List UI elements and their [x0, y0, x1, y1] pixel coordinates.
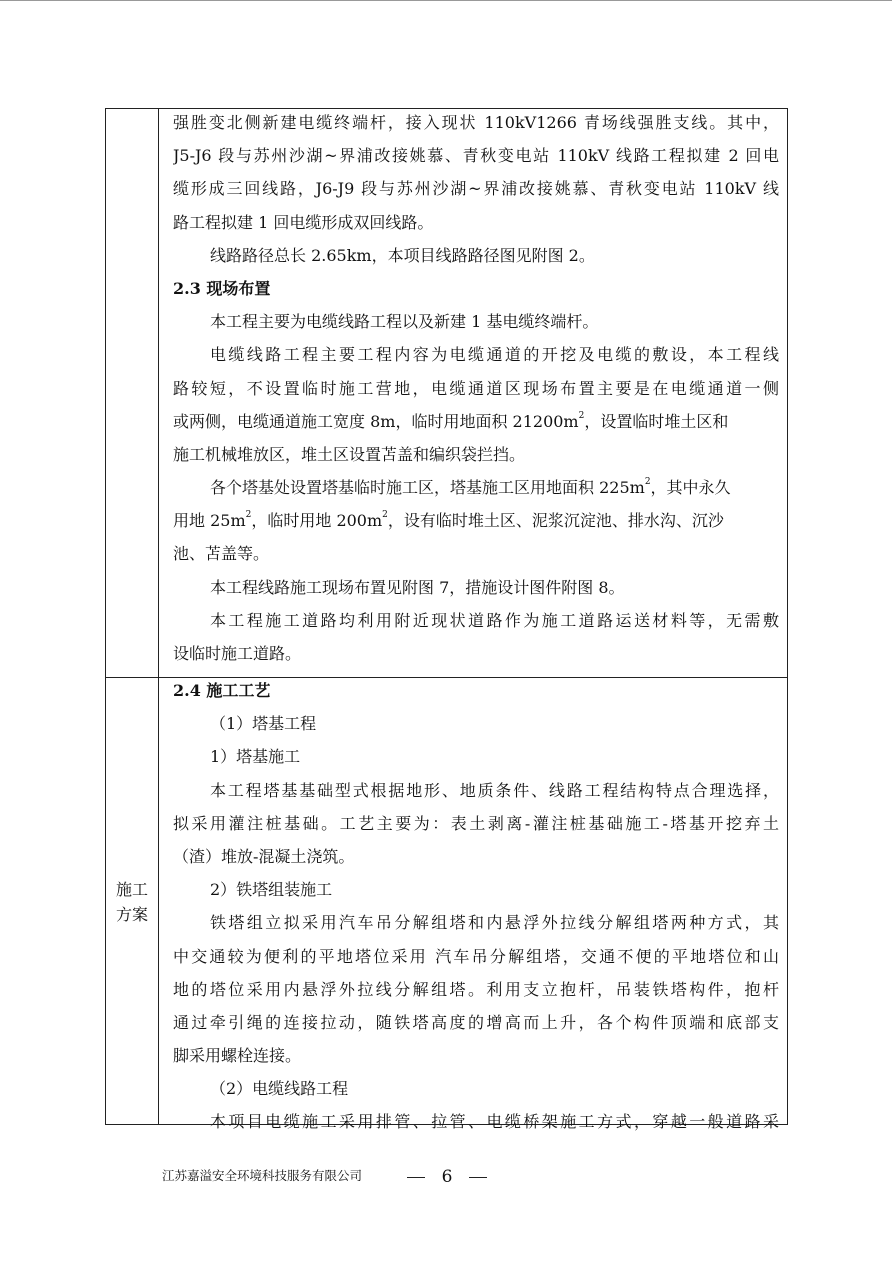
cell-bottom-text [173, 674, 779, 1139]
top-border [0, 0, 892, 1]
subheading: （2）电缆线路工程 [210, 1079, 349, 1099]
paragraph-line: 路工程拟建 1 回电缆形成双回线路。 [173, 212, 434, 232]
text-run: ，设有临时堆土区、泥浆沉淀池、排水沟、沉沙 [387, 511, 724, 531]
content-table [105, 108, 788, 1132]
paragraph-line: 本工程线路施工现场布置见附图 7，措施设计图件附图 8。 [210, 577, 625, 597]
page-number-text: 6 [441, 1167, 453, 1187]
superscript: 2 [382, 510, 388, 521]
paragraph-line [173, 504, 779, 537]
paragraph-line: 施工机械堆放区，堆土区设置苫盖和编织袋拦挡。 [173, 444, 526, 464]
superscript: 2 [644, 477, 651, 488]
section-label [106, 877, 158, 927]
paragraph-line: 地的塔位采用内悬浮外拉线分解组塔。利用支立抱杆，吊装铁塔构件，抱杆 [173, 979, 779, 999]
paragraph-line: 缆形成三回线路，J6-J9 段与苏州沙湖~界浦改接姚慕、青秋变电站 110kV 线 [173, 179, 779, 199]
paragraph-line: J5-J6 段与苏州沙湖~界浦改接姚慕、青秋变电站 110kV 线路工程拟建 2 回电 [173, 146, 779, 166]
paragraph-line: 设临时施工道路。 [173, 644, 302, 663]
paragraph-line [173, 471, 779, 504]
section-heading: 2.4 施工工艺 [173, 681, 271, 700]
paragraph-line: 铁塔组立拟采用汽车吊分解组塔和内悬浮外拉线分解组塔两种方式，其 [210, 913, 779, 933]
paragraph-line: 池、苫盖等。 [173, 544, 270, 564]
superscript: 2 [578, 410, 585, 421]
paragraph-line: 强胜变北侧新建电缆终端杆，接入现状 110kV1266 青场线强胜支线。其中， [173, 113, 779, 132]
text-run: 用地 25m [173, 511, 246, 531]
section-heading: 2.3 现场布置 [173, 278, 271, 298]
subheading: 2）铁塔组装施工 [210, 880, 333, 900]
footer-company: 江苏嘉溢安全环境科技服务有限公司 [162, 1168, 363, 1183]
superscript: 2 [245, 510, 252, 521]
text-run: ，临时用地 200m [251, 511, 383, 531]
paragraph-line: 脚采用螺栓连接。 [173, 1046, 302, 1066]
cell-top-text [173, 106, 779, 670]
paragraph-line: 本工程施工道路均利用附近现状道路作为施工道路运送材料等，无需敷 [210, 610, 779, 630]
paragraph-line: 电缆线路工程主要工程内容为电缆通道的开挖及电缆的敷设，本工程线 [210, 345, 779, 365]
paragraph-line: 中交通较为便利的平地塔位采用 汽车吊分解组塔，交通不便的平地塔位和山 [173, 946, 779, 966]
text-run: 或两侧，电缆通道施工宽度 8m，临时用地面积 21200m [173, 411, 579, 431]
text-run: ，其中永久 [650, 478, 731, 498]
paragraph-line: 通过牵引绳的连接拉动，随铁塔高度的增高而上升，各个构件顶端和底部支 [173, 1012, 779, 1032]
subheading: 1）塔基施工 [210, 747, 301, 767]
paragraph-line: 拟采用灌注桩基础。工艺主要为：表土剥离-灌注桩基础施工-塔基开挖弃土 [173, 813, 779, 833]
paragraph-line: 本工程塔基基础型式根据地形、地质条件、线路工程结构特点合理选择， [210, 780, 779, 800]
subheading: （1）塔基工程 [210, 714, 317, 734]
page-number [407, 1166, 487, 1188]
text-run: 各个塔基处设置塔基临时施工区，塔基施工区用地面积 225m [210, 478, 645, 498]
paragraph-line: 本项目电缆施工采用排管、拉管、电缆桥架施工方式，穿越一般道路采 [210, 1112, 779, 1132]
paragraph-line: （渣）堆放-混凝土浇筑。 [173, 846, 355, 866]
page-dash-right [469, 1177, 487, 1178]
text-run: ，设置临时堆土区和 [584, 411, 729, 431]
section-label-line: 施工 [115, 880, 148, 899]
paragraph-line: 本工程主要为电缆线路工程以及新建 1 基电缆终端杆。 [210, 312, 599, 332]
paragraph-line: 线路路径总长 2.65km，本项目线路路径图见附图 2。 [210, 245, 595, 265]
section-label-line: 方案 [115, 905, 148, 924]
table-column-divider [158, 109, 159, 1124]
paragraph-line: 路较短，不设置临时施工营地，电缆通道区现场布置主要是在电缆通道一侧 [173, 378, 779, 398]
paragraph-line [173, 405, 779, 438]
